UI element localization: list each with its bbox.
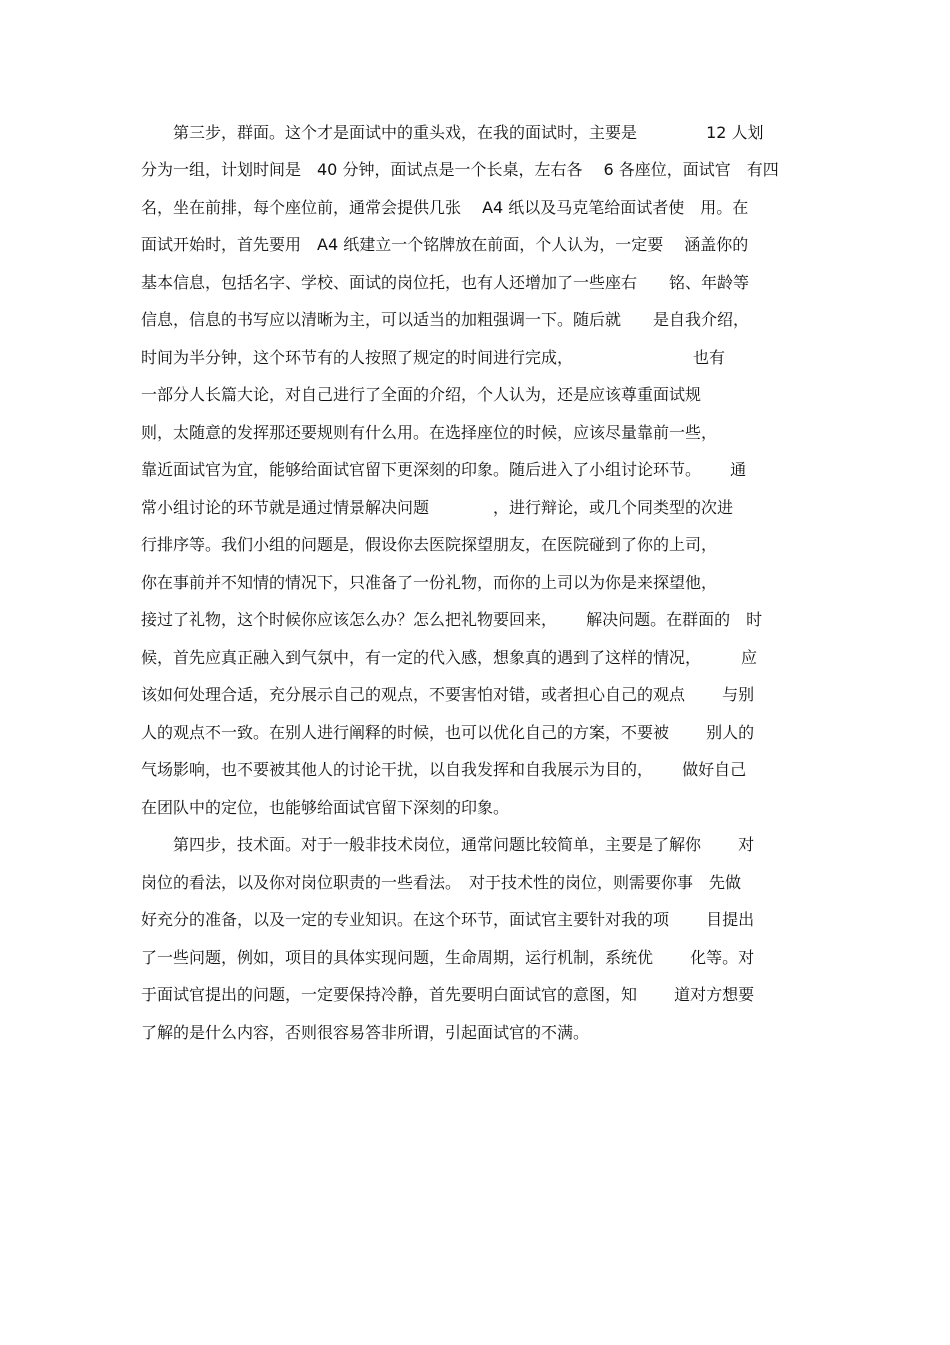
text-line: 该如何处理合适，充分展示自己的观点，不要害怕对错，或者担心自己的观点 与别: [141, 685, 755, 704]
text-line: 人的观点不一致。在别人进行阐释的时候，也可以优化自己的方案，不要被 别人的: [141, 723, 755, 742]
text-line: 岗位的看法，以及你对岗位职责的一些看法。 对于技术性的岗位，则需要你事 先做: [141, 873, 742, 892]
text-line: 了一些问题，例如，项目的具体实现问题，生命周期，运行机制，系统优 化等。对: [141, 948, 755, 967]
text-line: 了解的是什么内容，否则很容易答非所谓，引起面试官的不满。: [141, 1023, 590, 1042]
text-line: 在团队中的定位，也能够给面试官留下深刻的印象。: [141, 798, 510, 817]
text-line: 于面试官提出的问题，一定要保持冷静，首先要明白面试官的意图，知 道对方想要: [141, 985, 755, 1004]
text-line: 基本信息，包括名字、学校、面试的岗位托，也有人还增加了一些座右 铭、年龄等: [141, 273, 750, 292]
text-line: 第三步，群面。这个才是面试中的重头戏，在我的面试时，主要是 12 人划: [141, 123, 764, 142]
text-line: 气场影响，也不要被其他人的讨论干扰，以自我发挥和自我展示为目的， 做好自己: [141, 760, 747, 779]
text-line: 好充分的准备，以及一定的专业知识。在这个环节，面试官主要针对我的项 目提出: [141, 910, 755, 929]
text-line: 一部分人长篇大论，对自己进行了全面的介绍，个人认为，还是应该尊重面试规: [141, 385, 702, 404]
text-line: 名，坐在前排，每个座位前，通常会提供几张 A4 纸以及马克笔给面试者使 用。在: [141, 198, 749, 217]
text-line: 分为一组，计划时间是 40 分钟，面试点是一个长桌，左右各 6 各座位，面试官 有四: [141, 160, 779, 179]
text-line: 信息，信息的书写应以清晰为主，可以适当的加粗强调一下。随后就 是自我介绍，: [141, 310, 750, 329]
text-line: 常小组讨论的环节就是通过情景解决问题 ，进行辩论，或几个同类型的次进: [141, 498, 734, 517]
text-line: 第四步，技术面。对于一般非技术岗位，通常问题比较简单，主要是了解你 对: [141, 835, 755, 854]
text-line: 靠近面试官为宜，能够给面试官留下更深刻的印象。随后进入了小组讨论环节。 通: [141, 460, 747, 479]
text-line: 候，首先应真正融入到气氛中，有一定的代入感，想象真的遇到了这样的情况， 应: [141, 648, 758, 667]
text-line: 则，太随意的发挥那还要规则有什么用。在选择座位的时候，应该尽量靠前一些，: [141, 423, 718, 442]
text-line: 你在事前并不知情的情况下，只准备了一份礼物，而你的上司以为你是来探望他，: [141, 573, 718, 592]
text-line: 时间为半分钟，这个环节有的人按照了规定的时间进行完成， 也有: [141, 348, 726, 367]
text-line: 面试开始时，首先要用 A4 纸建立一个铭牌放在前面，个人认为，一定要 涵盖你的: [141, 235, 749, 254]
text-line: 行排序等。我们小组的问题是，假设你去医院探望朋友，在医院碰到了你的上司，: [141, 535, 718, 554]
text-line: 接过了礼物，这个时候你应该怎么办？怎么把礼物要回来， 解决问题。在群面的 时: [141, 610, 763, 629]
